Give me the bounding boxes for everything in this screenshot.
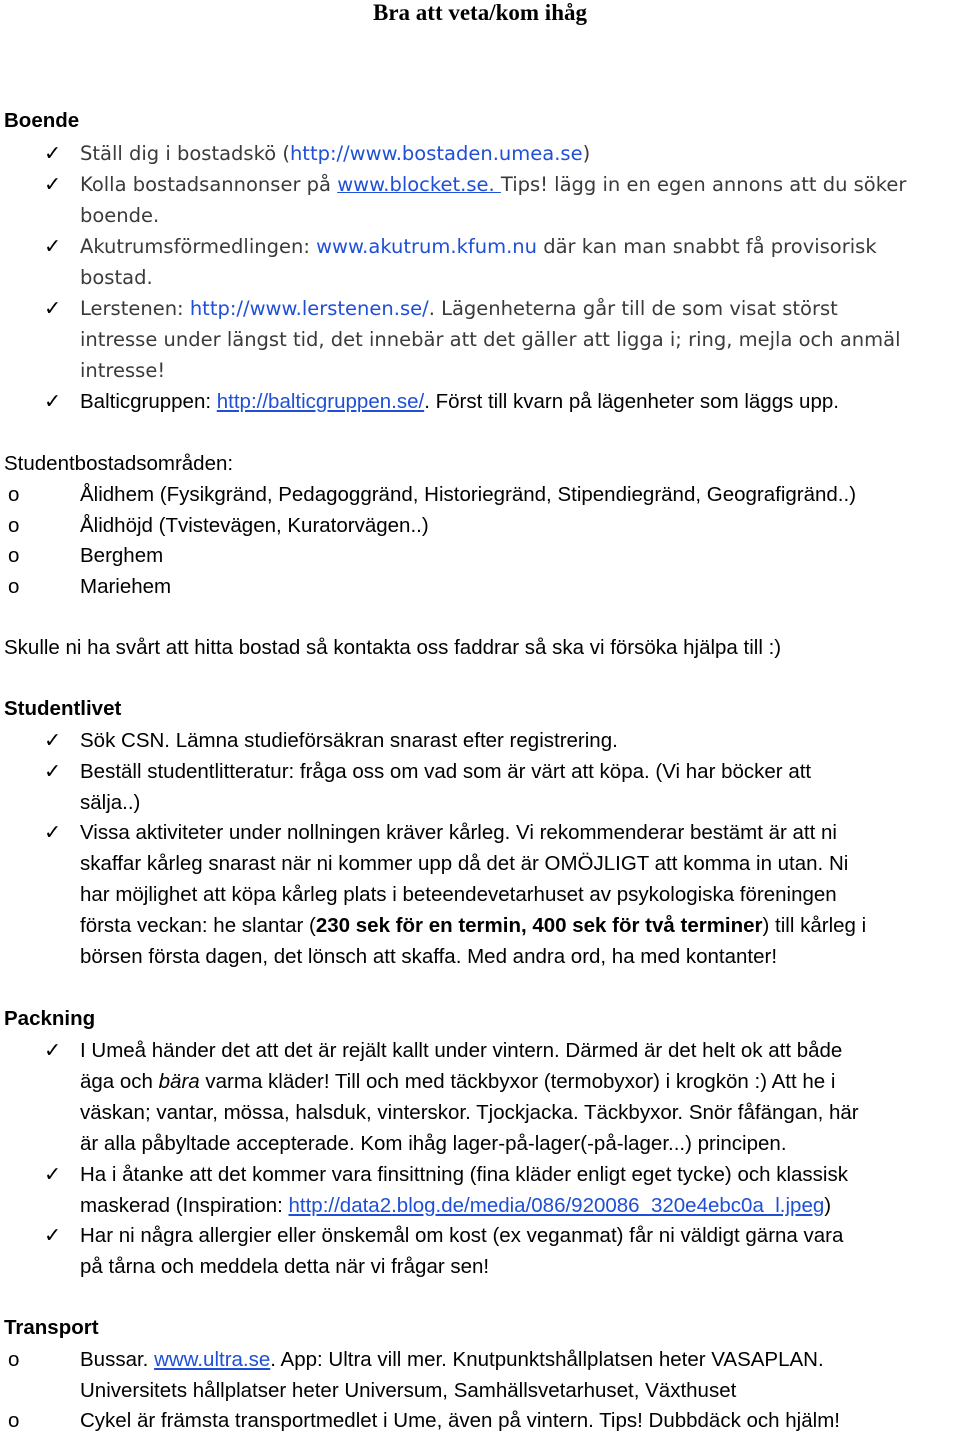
contact-note: Skulle ni ha svårt att hitta bostad så kontakta oss faddrar så ska vi försöka hjälpa till :) xyxy=(4,636,782,659)
list-item-bostadsko: Ställ dig i bostadskö (http://www.bostaden.umea.se) xyxy=(80,142,591,165)
heading-transport: Transport xyxy=(4,1316,99,1339)
bullet-icon: o xyxy=(8,1348,20,1371)
list-item-kalla-vintrar: I Umeå händer det att det är rejält kallt under vintern. Därmed är det helt ok att både äga och bära varma kläder! Till och med täckbyxor (termobyxor) i krogkön :) Att he i väskan; vantar, mössa, halsduk, vinterskor. Tjockjacka. Täckbyxor. Snör fåfängan, här är alla påbyltade accepterade. Kom ihåg lager-på-lager(-på-lager...) principen. xyxy=(80,1039,859,1155)
list-item-cykel: Cykel är främsta transportmedlet i Ume, även på vintern. Tips! Dubbdäck och hjälm! xyxy=(80,1409,840,1432)
list-item-csn: Sök CSN. Lämna studieförsäkran snarast efter registrering. xyxy=(80,729,618,752)
link-bostaden[interactable]: http://www.bostaden.umea.se xyxy=(289,142,583,165)
check-icon: ✓ xyxy=(44,1163,62,1186)
list-item-balticgruppen: Balticgruppen: http://balticgruppen.se/. Först till kvarn på lägenheter som läggs upp. xyxy=(80,390,839,413)
list-item-akutrum: Akutrumsförmedlingen: www.akutrum.kfum.nu där kan man snabbt få provisorisk bostad. xyxy=(80,235,877,289)
page-title: Bra att veta/kom ihåg xyxy=(372,0,587,25)
heading-boende: Boende xyxy=(4,109,80,132)
bullet-icon: o xyxy=(8,544,20,567)
check-icon: ✓ xyxy=(44,760,62,783)
list-item-studentlitteratur: Beställ studentlitteratur: fråga oss om vad som är värt att köpa. (Vi har böcker att sälja..) xyxy=(80,760,812,814)
check-icon: ✓ xyxy=(44,142,62,165)
link-blocket[interactable]: www.blocket.se. xyxy=(337,173,501,196)
list-item-karleg: Vissa aktiviteter under nollningen kräver kårleg. Vi rekommenderar bestämt är att ni skaffar kårleg snarast när ni kommer upp då det är OMÖJLIGT att komma in utan. Ni har möjlighet att köpa kårleg plats i beteendevetarhuset av psykologiska föreningen första veckan: he slantar (230 sek för en termin, 400 sek för två terminer) till kårleg i börsen första dagen, det lönsch att skaffa. Med andra ord, ha med kontanter! xyxy=(80,821,867,968)
bullet-icon: o xyxy=(8,1409,20,1432)
list-item-berghem: Berghem xyxy=(80,544,164,567)
list-item-finsittning: Ha i åtanke att det kommer vara finsittning (fina kläder enligt eget tycke) och klassisk maskerad (Inspiration: http://data2.blog.de/media/086/920086_320e4ebc0a_l.jpeg) xyxy=(80,1163,848,1217)
heading-studentlivet: Studentlivet xyxy=(4,697,122,720)
bullet-icon: o xyxy=(8,483,20,506)
heading-studentbostadsomraden: Studentbostadsområden: xyxy=(4,452,234,475)
list-item-alidhojd: Ålidhöjd (Tvistevägen, Kuratorvägen..) xyxy=(80,514,429,537)
check-icon: ✓ xyxy=(44,297,62,320)
check-icon: ✓ xyxy=(44,1224,62,1247)
check-icon: ✓ xyxy=(44,390,62,413)
bullet-icon: o xyxy=(8,575,20,598)
link-ultra[interactable]: www.ultra.se xyxy=(154,1348,271,1371)
link-balticgruppen[interactable]: http://balticgruppen.se/ xyxy=(216,390,425,413)
link-inspiration[interactable]: http://data2.blog.de/media/086/920086_320e4ebc0a_l.jpeg xyxy=(288,1194,825,1217)
check-icon: ✓ xyxy=(44,1039,62,1062)
list-item-mariehem: Mariehem xyxy=(80,575,172,598)
check-icon: ✓ xyxy=(44,173,62,196)
link-akutrum[interactable]: www.akutrum.kfum.nu xyxy=(316,235,538,258)
check-icon: ✓ xyxy=(44,235,62,258)
check-icon: ✓ xyxy=(44,821,62,844)
bullet-icon: o xyxy=(8,514,20,537)
list-item-allergier: Har ni några allergier eller önskemål om kost (ex veganmat) får ni väldigt gärna vara på tårna och meddela detta när vi frågar sen! xyxy=(80,1224,844,1278)
list-item-lerstenen: Lerstenen: http://www.lerstenen.se/. Lägenheterna går till de som visat störst intresse under längst tid, det innebär att det gäller att ligga i; ring, mejla och anmäl intresse! xyxy=(80,297,901,382)
heading-packning: Packning xyxy=(4,1007,96,1030)
link-lerstenen[interactable]: http://www.lerstenen.se/ xyxy=(189,297,429,320)
list-item-blocket: Kolla bostadsannonser på www.blocket.se. Tips! lägg in en egen annons att du söker boende. xyxy=(80,173,907,227)
check-icon: ✓ xyxy=(44,729,62,752)
list-item-bussar: Bussar. www.ultra.se. App: Ultra vill mer. Knutpunktshållplatsen heter VASAPLAN. Universitets hållplatser heter Universum, Samhällsvetarhuset, Växthuset xyxy=(80,1348,824,1402)
list-item-alidhem: Ålidhem (Fysikgränd, Pedagoggränd, Historiegränd, Stipendiegränd, Geografigränd..) xyxy=(80,483,857,506)
